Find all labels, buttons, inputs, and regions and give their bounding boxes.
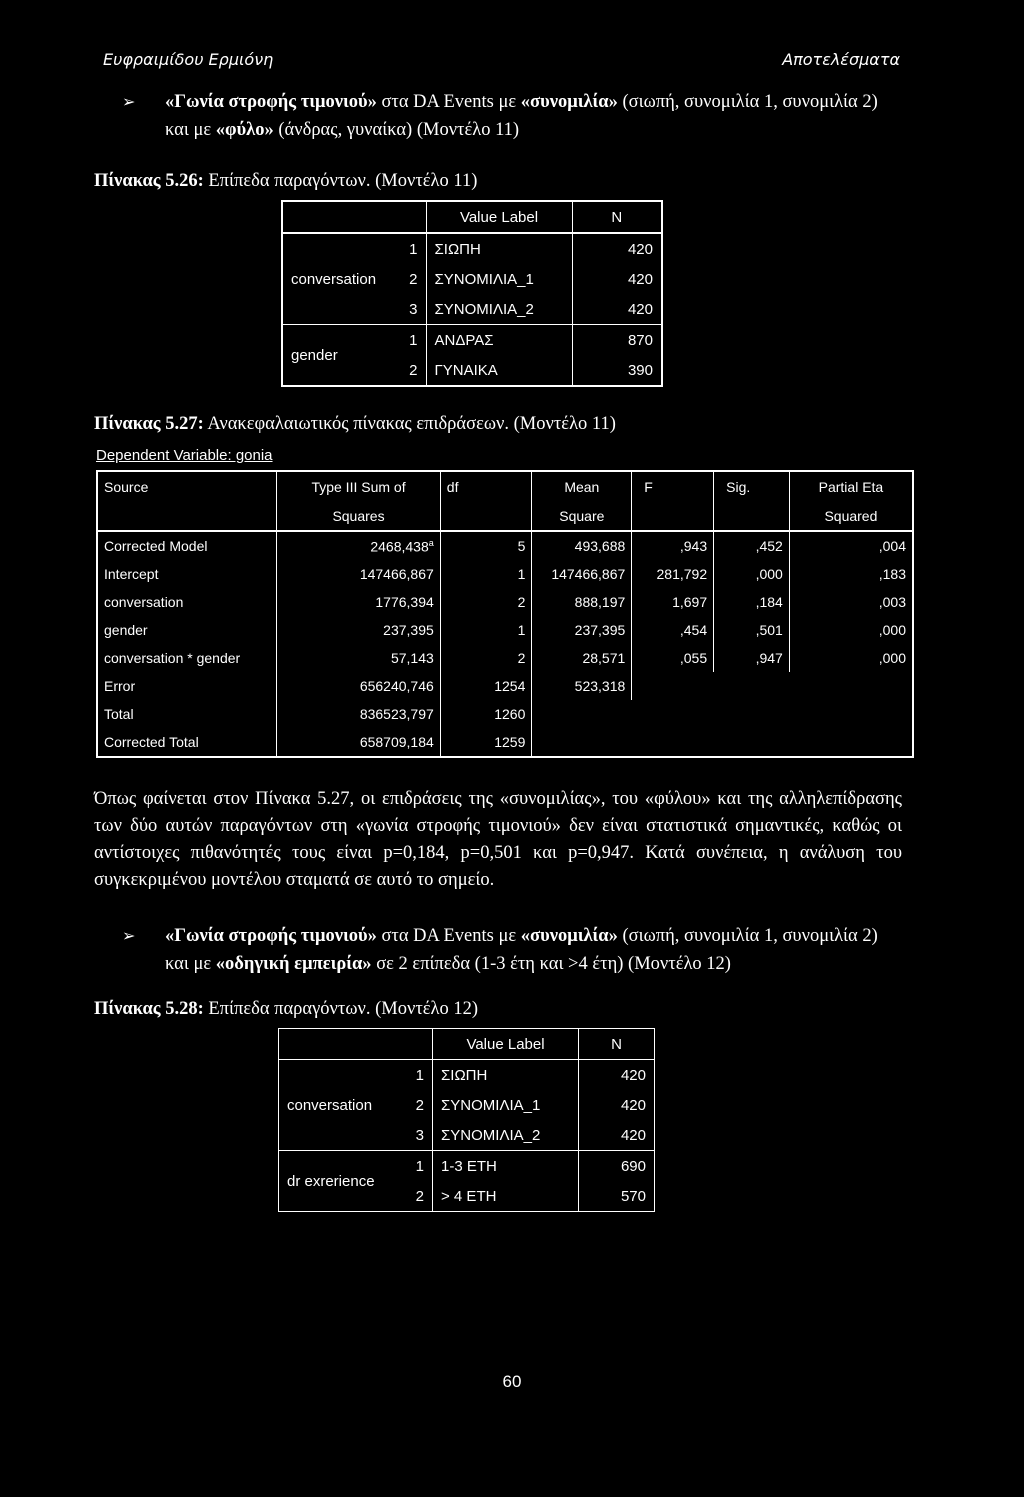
level-code: 1 (389, 1151, 433, 1182)
row-partial-eta: ,003 (878, 594, 906, 610)
bullet-term: «συνομιλία» (520, 926, 618, 946)
row-sig: ,000 (714, 560, 790, 588)
header-f: F (632, 471, 714, 501)
row-sig: ,452 (714, 531, 790, 560)
header-sig: Sig. (714, 471, 790, 501)
row-df: 1259 (440, 728, 532, 757)
row-df: 1 (440, 560, 532, 588)
level-code: 1 (386, 325, 426, 356)
level-label: ΣΙΩΠΗ (433, 1060, 579, 1091)
level-label: ΣΥΝΟΜΙΛΙΑ_2 (433, 1120, 579, 1151)
row-sum-of-squares: 147466,867 (277, 560, 441, 588)
header-sum-of-squares: Type III Sum of (277, 471, 441, 501)
row-df: 2 (440, 588, 532, 616)
row-source: conversation (97, 588, 277, 616)
row-partial-eta (789, 700, 913, 728)
row-f (632, 672, 714, 700)
page-content (92, 88, 906, 1212)
row-source: Corrected Model (97, 531, 277, 560)
caption-text: Ανακεφαλαιωτικός πίνακας επιδράσεων. (Μοντέλο 11) (203, 414, 616, 434)
factor-name: conversation (287, 1096, 373, 1114)
row-f: ,454 (632, 616, 714, 644)
header-source: Source (97, 471, 277, 501)
row-sum-of-squares: 2468,438 (370, 538, 429, 555)
bullet-text: στα DA Events με (376, 92, 521, 112)
row-mean-square: 523,318 (532, 672, 632, 700)
bullet-text: (σιωπή, συνομιλία 1, συνομιλία 2) και με (165, 92, 878, 140)
table-row (97, 531, 913, 560)
bullet-term: «Γωνία στροφής τιμονιού» (165, 92, 377, 112)
page-number: 60 (502, 1372, 522, 1391)
caption-text: Επίπεδα παραγόντων. (Μοντέλο 11) (203, 171, 478, 191)
level-label: 1-3 ΕΤΗ (433, 1151, 579, 1182)
factor-name: dr exrerience (287, 1172, 375, 1190)
row-source: Error (97, 672, 277, 700)
level-label: ΣΥΝΟΜΙΛΙΑ_1 (426, 264, 572, 294)
row-mean-square (532, 728, 632, 757)
row-partial-eta: ,000 (878, 622, 906, 638)
bullet-text: (σιωπή, συνομιλία 1, συνομιλία 2) και με (165, 926, 878, 974)
caption-label: Πίνακας 5.28: (94, 999, 204, 1019)
level-code: 1 (389, 1060, 433, 1091)
level-n: 420 (627, 270, 653, 288)
table-caption (94, 996, 902, 1022)
level-n: 390 (627, 361, 653, 379)
row-source: Total (97, 700, 277, 728)
level-n: 420 (620, 1066, 646, 1084)
factor-name: gender (291, 346, 338, 364)
row-partial-eta: ,183 (878, 566, 906, 582)
arrow-bullet-icon: ➢ (122, 926, 136, 945)
bullet-model-11 (92, 88, 902, 144)
row-sum-of-squares: 836523,797 (277, 700, 441, 728)
row-df: 5 (440, 531, 532, 560)
bullet-text: (άνδρας, γυναίκα) (Μοντέλο 11) (273, 120, 520, 140)
header-section: Αποτελέσματα (782, 50, 900, 69)
row-sig: ,184 (714, 588, 790, 616)
table-row (97, 560, 913, 588)
row-mean-square: 237,395 (532, 616, 632, 644)
caption-text: Επίπεδα παραγόντων. (Μοντέλο 12) (203, 999, 479, 1019)
header-author: Ευφραιμίδου Ερμιόνη (103, 50, 274, 69)
level-n: 420 (620, 1096, 646, 1114)
table-row (97, 728, 913, 757)
row-df: 2 (440, 644, 532, 672)
level-label: ΑΝΔΡΑΣ (426, 325, 572, 356)
level-n: 420 (620, 1126, 646, 1144)
level-code: 2 (389, 1090, 433, 1120)
bullet-term: «φύλο» (215, 120, 274, 140)
page-header (103, 50, 900, 74)
row-df: 1260 (440, 700, 532, 728)
row-sum-of-squares: 237,395 (277, 616, 441, 644)
factor-levels-table-model-12 (278, 1028, 655, 1212)
level-n: 570 (620, 1187, 646, 1205)
row-f: 281,792 (632, 560, 714, 588)
level-code: 2 (386, 355, 426, 386)
row-source: conversation * gender (97, 644, 277, 672)
row-f (632, 700, 714, 728)
caption-label: Πίνακας 5.26: (94, 171, 204, 191)
row-sum-of-squares: 1776,394 (277, 588, 441, 616)
row-sig (714, 700, 790, 728)
row-f: 1,697 (632, 588, 714, 616)
bullet-text: σε 2 επίπεδα (1-3 έτη και >4 έτη) (Μοντέλο 12) (371, 954, 731, 974)
level-code: 2 (386, 264, 426, 294)
row-sum-of-squares: 656240,746 (277, 672, 441, 700)
level-label: ΓΥΝΑΙΚΑ (426, 355, 572, 386)
row-partial-eta: ,000 (878, 650, 906, 666)
caption-label: Πίνακας 5.27: (94, 414, 204, 434)
level-n: 690 (620, 1157, 646, 1175)
factor-name: conversation (291, 270, 377, 288)
level-n: 870 (627, 331, 653, 349)
row-sig: ,947 (714, 644, 790, 672)
row-f (632, 728, 714, 757)
row-mean-square: 147466,867 (532, 560, 632, 588)
level-code: 3 (389, 1120, 433, 1151)
bullet-model-12 (92, 922, 902, 978)
level-label: ΣΥΝΟΜΙΛΙΑ_1 (433, 1090, 579, 1120)
table-caption (94, 168, 902, 194)
row-partial-eta (789, 728, 913, 757)
row-partial-eta (789, 672, 913, 700)
header-partial-eta: Partial Eta (818, 478, 884, 495)
header-partial-eta-2: Squared (824, 507, 878, 524)
row-mean-square: 28,571 (532, 644, 632, 672)
level-code: 1 (386, 233, 426, 264)
row-mean-square: 493,688 (532, 531, 632, 560)
table-row (97, 672, 913, 700)
row-partial-eta: ,004 (878, 538, 906, 554)
level-code: 2 (389, 1181, 433, 1212)
row-sum-of-squares: 658709,184 (277, 728, 441, 757)
row-f: ,943 (632, 531, 714, 560)
table-row (97, 588, 913, 616)
header-value-label: Value Label (426, 201, 572, 233)
row-df: 1254 (440, 672, 532, 700)
effects-summary-table (96, 470, 914, 758)
table-row (97, 700, 913, 728)
header-mean-square: Mean (532, 471, 632, 501)
factor-levels-table-model-11 (281, 200, 663, 387)
header-value-label: Value Label (433, 1029, 579, 1060)
header-mean-square-2: Square (532, 501, 632, 531)
row-sig: ,501 (714, 616, 790, 644)
row-df: 1 (440, 616, 532, 644)
bullet-term: «Γωνία στροφής τιμονιού» (165, 926, 377, 946)
results-paragraph: Όπως φαίνεται στον Πίνακα 5.27, οι επιδράσεις της «συνομιλίας», του «φύλου» και της αλληλεπίδρασης των δύο αυτών παραγόντων στη «γωνία στροφής τιμονιού» δεν είναι στατιστικά σημαντικές, καθώς οι αντίστοιχες πιθανότητές τους είναι p=0,184, p=0,501 και p=0,947. Κατά συνέπεια, η ανάλυση του συγκεκριμένου μοντέλου σταματά σε αυτό το σημείο. (94, 789, 902, 890)
table-caption (94, 411, 902, 437)
row-mean-square (532, 700, 632, 728)
level-n: 420 (627, 300, 653, 318)
level-label: > 4 ΕΤΗ (433, 1181, 579, 1212)
table-row (97, 616, 913, 644)
level-n: 420 (627, 240, 653, 258)
table-row (97, 644, 913, 672)
row-sig (714, 672, 790, 700)
footnote-marker: a (428, 537, 434, 548)
row-source: Corrected Total (97, 728, 277, 757)
header-n: N (611, 208, 623, 226)
level-label: ΣΙΩΠΗ (426, 233, 572, 264)
bullet-term: «οδηγική εμπειρία» (215, 954, 372, 974)
row-sig (714, 728, 790, 757)
header-sum-of-squares-2: Squares (277, 501, 441, 531)
level-label: ΣΥΝΟΜΙΛΙΑ_2 (426, 294, 572, 325)
row-source: gender (97, 616, 277, 644)
dependent-variable-label: Dependent Variable: gonia (96, 447, 273, 464)
level-code: 3 (386, 294, 426, 325)
bullet-term: «συνομιλία» (520, 92, 618, 112)
bullet-text: στα DA Events με (376, 926, 521, 946)
row-sum-of-squares: 57,143 (277, 644, 441, 672)
row-mean-square: 888,197 (532, 588, 632, 616)
row-f: ,055 (632, 644, 714, 672)
header-df: df (440, 471, 532, 501)
arrow-bullet-icon: ➢ (122, 92, 136, 111)
header-n: N (611, 1035, 622, 1053)
row-source: Intercept (97, 560, 277, 588)
